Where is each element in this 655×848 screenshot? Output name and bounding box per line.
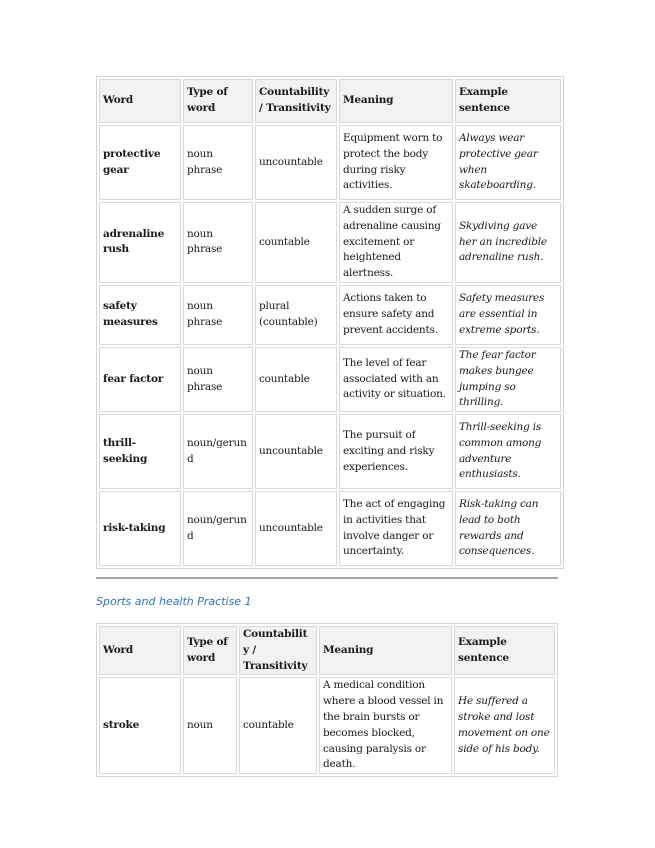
section-divider <box>96 577 558 579</box>
vocab-table-2 <box>96 623 558 777</box>
type-cell: noun phrase <box>183 285 253 345</box>
word-cell: risk-taking <box>99 491 181 566</box>
example-cell: Always wear protective gear when skateboarding. <box>455 125 561 200</box>
table-row <box>99 414 561 489</box>
table-row <box>99 202 561 283</box>
example-cell: Thrill-seeking is common among adventure enthusiasts. <box>455 414 561 489</box>
example-cell: He suffered a stroke and lost movement on one side of his body. <box>454 677 555 774</box>
word-cell: stroke <box>99 677 181 774</box>
word-cell: thrill-seeking <box>99 414 181 489</box>
header-meaning: Meaning <box>339 79 453 123</box>
header-countability: Countability / Transitivity <box>255 79 337 123</box>
example-cell: Skydiving gave her an incredible adrenaline rush. <box>455 202 561 283</box>
header-word: Word <box>99 79 181 123</box>
meaning-cell: The level of fear associated with an activity or situation. <box>339 347 453 412</box>
header-type: Type of word <box>183 626 237 675</box>
meaning-cell: A sudden surge of adrenaline causing excitement or heightened alertness. <box>339 202 453 283</box>
word-cell: safety measures <box>99 285 181 345</box>
countability-cell: countable <box>255 347 337 412</box>
table-row <box>99 285 561 345</box>
table-row <box>99 125 561 200</box>
meaning-cell: A medical condition where a blood vessel in the brain bursts or becomes blocked, causing paralysis or death. <box>319 677 452 774</box>
type-cell: noun phrase <box>183 125 253 200</box>
meaning-cell: Actions taken to ensure safety and prevent accidents. <box>339 285 453 345</box>
countability-cell: uncountable <box>255 125 337 200</box>
table-header-row <box>99 626 555 675</box>
header-example: Example sentence <box>455 79 561 123</box>
type-cell: noun/gerund <box>183 414 253 489</box>
section-heading: Sports and health Practise 1 <box>96 595 252 608</box>
type-cell: noun <box>183 677 237 774</box>
table-row <box>99 347 561 412</box>
countability-cell: uncountable <box>255 491 337 566</box>
countability-cell: countable <box>255 202 337 283</box>
header-word: Word <box>99 626 181 675</box>
countability-cell: uncountable <box>255 414 337 489</box>
word-cell: adrenaline rush <box>99 202 181 283</box>
header-meaning: Meaning <box>319 626 452 675</box>
meaning-cell: Equipment worn to protect the body during risky activities. <box>339 125 453 200</box>
word-cell: protective gear <box>99 125 181 200</box>
header-example: Example sentence <box>454 626 555 675</box>
type-cell: noun phrase <box>183 202 253 283</box>
example-cell: Risk-taking can lead to both rewards and consequences. <box>455 491 561 566</box>
table-row <box>99 677 555 774</box>
word-cell: fear factor <box>99 347 181 412</box>
table-header-row <box>99 79 561 123</box>
countability-cell: countable <box>239 677 317 774</box>
vocab-table-1 <box>96 76 564 569</box>
meaning-cell: The pursuit of exciting and risky experiences. <box>339 414 453 489</box>
example-cell: The fear factor makes bungee jumping so thrilling. <box>455 347 561 412</box>
example-cell: Safety measures are essential in extreme sports. <box>455 285 561 345</box>
table-row <box>99 491 561 566</box>
meaning-cell: The act of engaging in activities that involve danger or uncertainty. <box>339 491 453 566</box>
header-type: Type of word <box>183 79 253 123</box>
countability-cell: plural (countable) <box>255 285 337 345</box>
type-cell: noun phrase <box>183 347 253 412</box>
header-countability: Countability / Transitivity <box>239 626 317 675</box>
type-cell: noun/gerund <box>183 491 253 566</box>
